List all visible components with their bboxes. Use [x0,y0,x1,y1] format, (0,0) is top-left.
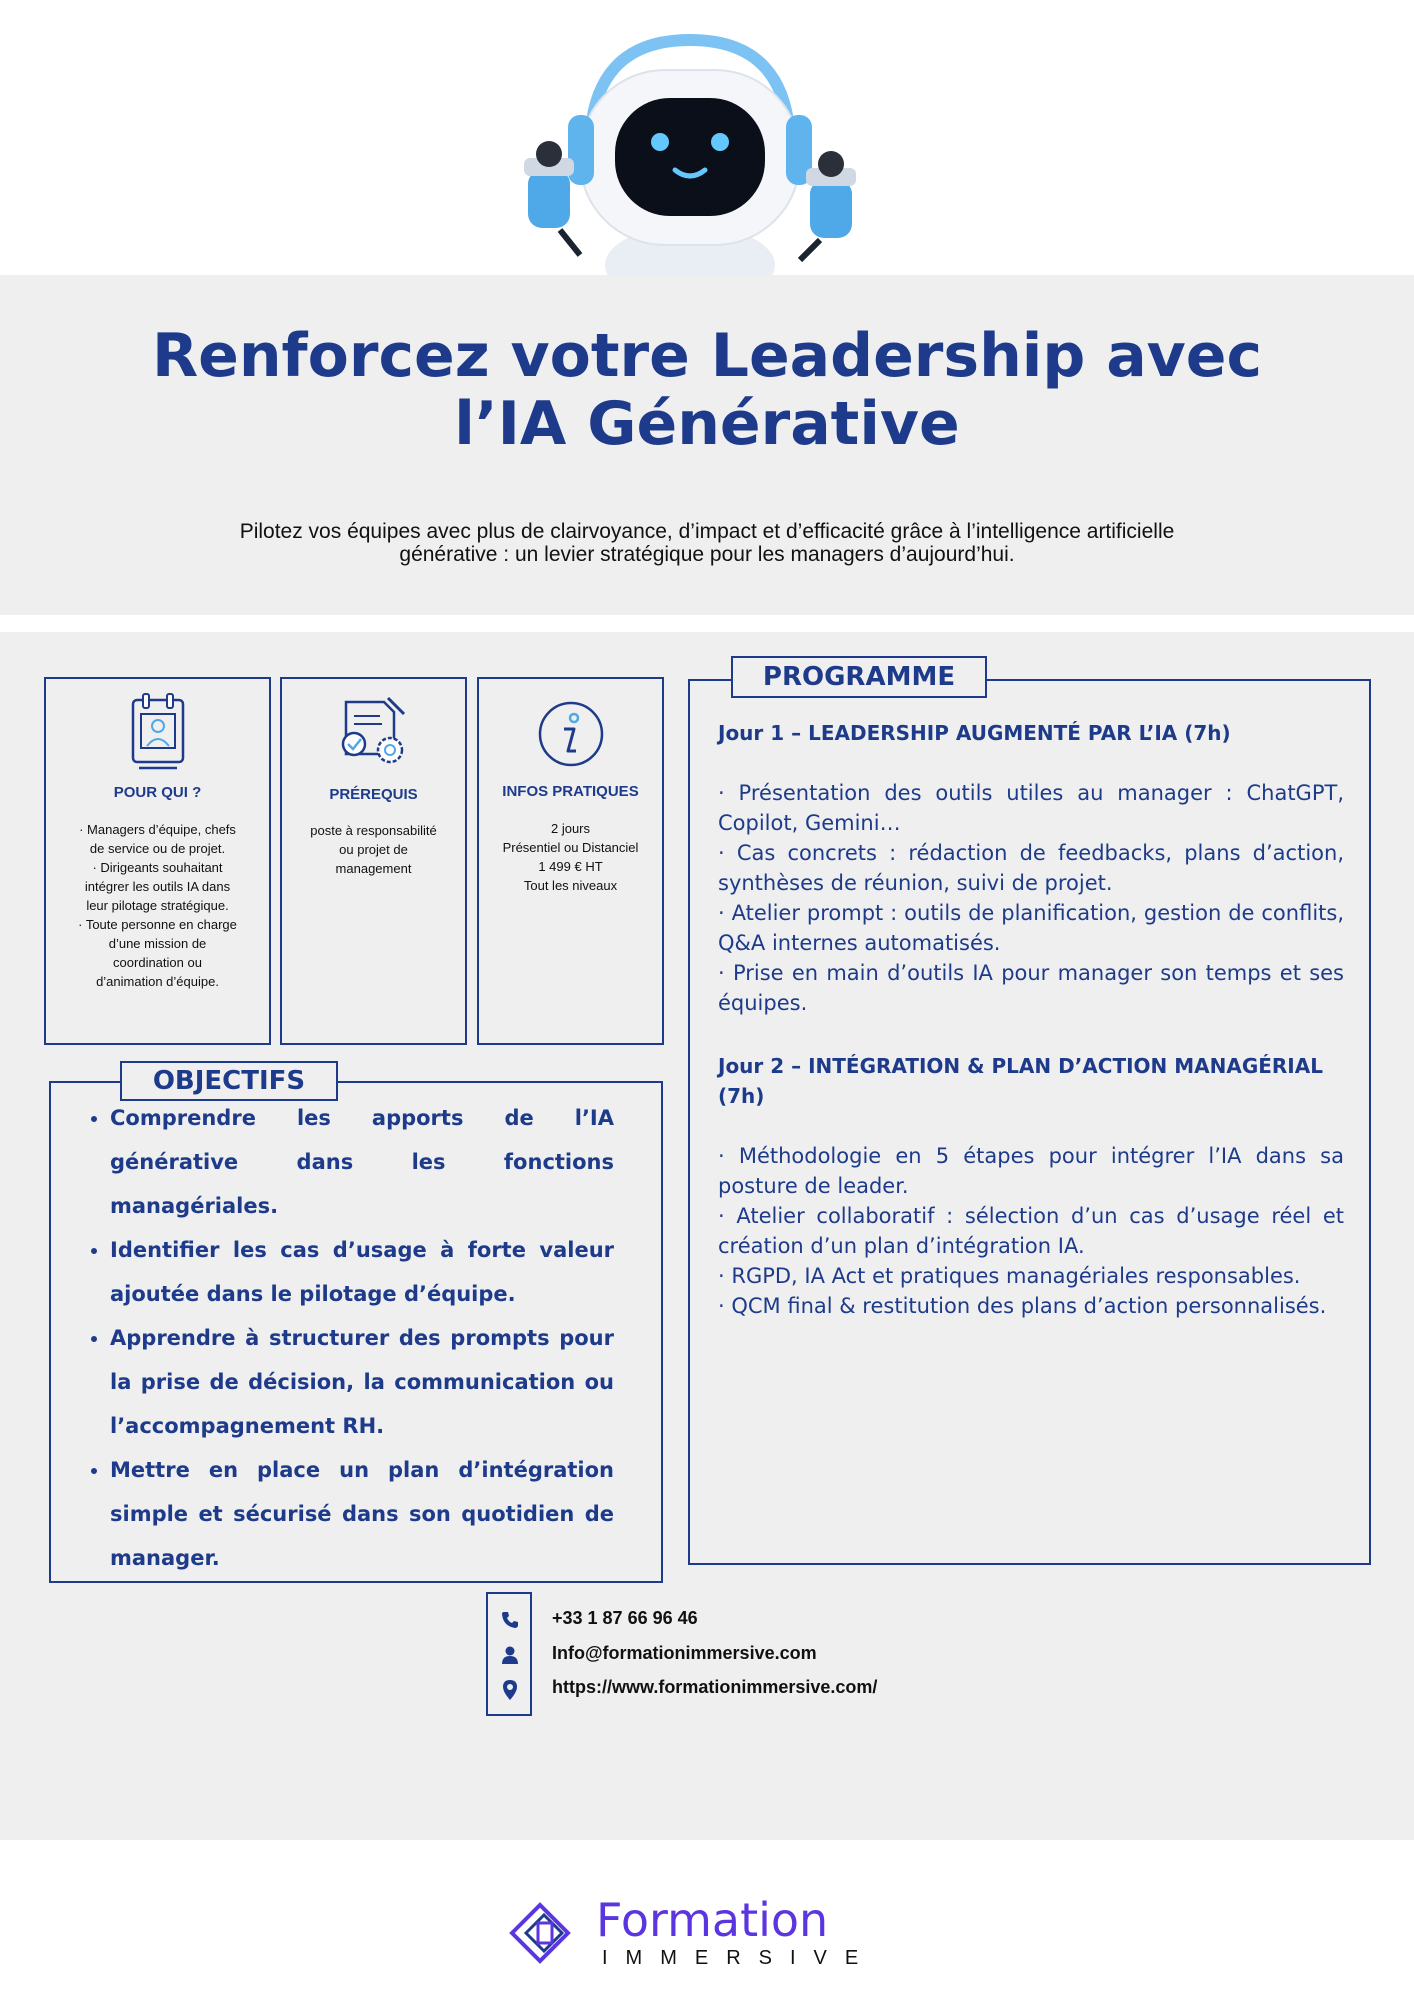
formation-immersive-logo-icon [504,1897,584,1969]
programme-label: PROGRAMME [731,656,987,698]
page-subtitle [150,520,1264,566]
card-prerequis-title: PRÉREQUIS [329,786,418,803]
list-item: · Prise en main d’outils IA pour manager son temps et ses équipes. [718,961,1344,1015]
title-line-2: l’IA Générative [454,389,960,459]
card-line: Présentiel ou Distanciel [502,840,639,855]
list-item: · Atelier prompt : outils de planification, gestion de conflits, Q&A internes automatisés. [718,901,1344,955]
logo-subtitle: IMMERSIVE [602,1947,877,1969]
card-infos-title: INFOS PRATIQUES [502,783,639,800]
card-line: intégrer les outils IA dans [84,879,231,894]
objectifs-list [58,1096,614,1580]
list-item: · Méthodologie en 5 étapes pour intégrer l’IA dans sa posture de leader. [718,1144,1344,1198]
card-infos-pratiques [477,677,664,1045]
card-line: d’une mission de [108,936,207,951]
contact-icon-bar [486,1592,532,1716]
card-line: de service ou de projet. [89,841,226,856]
list-item: · Cas concrets : rédaction de feedbacks, plans d’action, synthèses de réunion, suivi de projet. [718,841,1344,895]
list-item: · Atelier collaboratif : sélection d’un cas d’usage réel et création d’un plan d’intégration IA. [718,1204,1344,1258]
subtitle-line-2: générative : un levier stratégique pour les managers d’aujourd’hui. [399,543,1015,566]
user-icon [500,1645,520,1665]
contact-email[interactable]: Info@formationimmersive.com [552,1643,817,1663]
card-infos-text [487,819,654,895]
card-line: 1 499 € HT [538,859,603,874]
objectifs-label: OBJECTIFS [120,1061,338,1101]
programme-day1 [718,718,1344,1018]
card-line: management [335,861,412,876]
programme-day2 [718,1051,1344,1321]
logo-wordmark: Formation [596,1893,829,1947]
card-pour-qui-title: POUR QUI ? [113,784,202,801]
contact-phone[interactable]: +33 1 87 66 96 46 [552,1608,698,1628]
card-line: coordination ou [113,955,202,970]
document-gear-icon [336,694,412,770]
card-prerequis-text [290,821,457,878]
list-item: • Comprendre les apports de l’IA générative dans les fonctions managériales. [110,1096,614,1228]
robot-mascot-illustration [520,30,860,275]
list-item: · QCM final & restitution des plans d’action personnalisés. [718,1294,1327,1318]
contact-website[interactable]: https://www.formationimmersive.com/ [552,1677,878,1697]
card-pour-qui-text [54,820,261,991]
list-item: · Présentation des outils utiles au manager : ChatGPT, Copilot, Gemini… [718,781,1344,835]
id-badge-icon [125,692,191,772]
card-line: ou projet de [339,842,408,857]
card-line: · Dirigeants souhaitant [92,860,223,875]
phone-icon [500,1610,520,1630]
list-item: • Mettre en place un plan d’intégration simple et sécurisé dans son quotidien de manager. [110,1448,614,1580]
card-pour-qui [44,677,271,1045]
card-line: d’animation d’équipe. [96,974,219,989]
info-circle-icon [536,699,606,769]
card-line: · Toute personne en charge [78,917,237,932]
subtitle-line-1: Pilotez vos équipes avec plus de clairvoyance, d’impact et d’efficacité grâce à l’intelligence artificielle [239,520,1175,543]
programme-day1-title: Jour 1 – LEADERSHIP AUGMENTÉ PAR L’IA (7h) [718,721,1231,745]
programme-day2-title: Jour 2 – INTÉGRATION & PLAN D’ACTION MANAGÉRIAL (7h) [718,1054,1323,1108]
card-line: Tout les niveaux [523,878,618,893]
location-pin-icon [500,1679,520,1701]
list-item: • Identifier les cas d’usage à forte valeur ajoutée dans le pilotage d’équipe. [110,1228,614,1316]
page-title [0,322,1414,458]
card-line: leur pilotage stratégique. [86,898,229,913]
list-item: · RGPD, IA Act et pratiques managériales responsables. [718,1264,1301,1288]
card-line: poste à responsabilité [310,823,437,838]
card-line: · Managers d’équipe, chefs [79,822,236,837]
card-line: 2 jours [550,821,591,836]
title-line-1: Renforcez votre Leadership avec [151,321,1263,391]
list-item: • Apprendre à structurer des prompts pour la prise de décision, la communication ou l’accompagnement RH. [110,1316,614,1448]
card-prerequis [280,677,467,1045]
